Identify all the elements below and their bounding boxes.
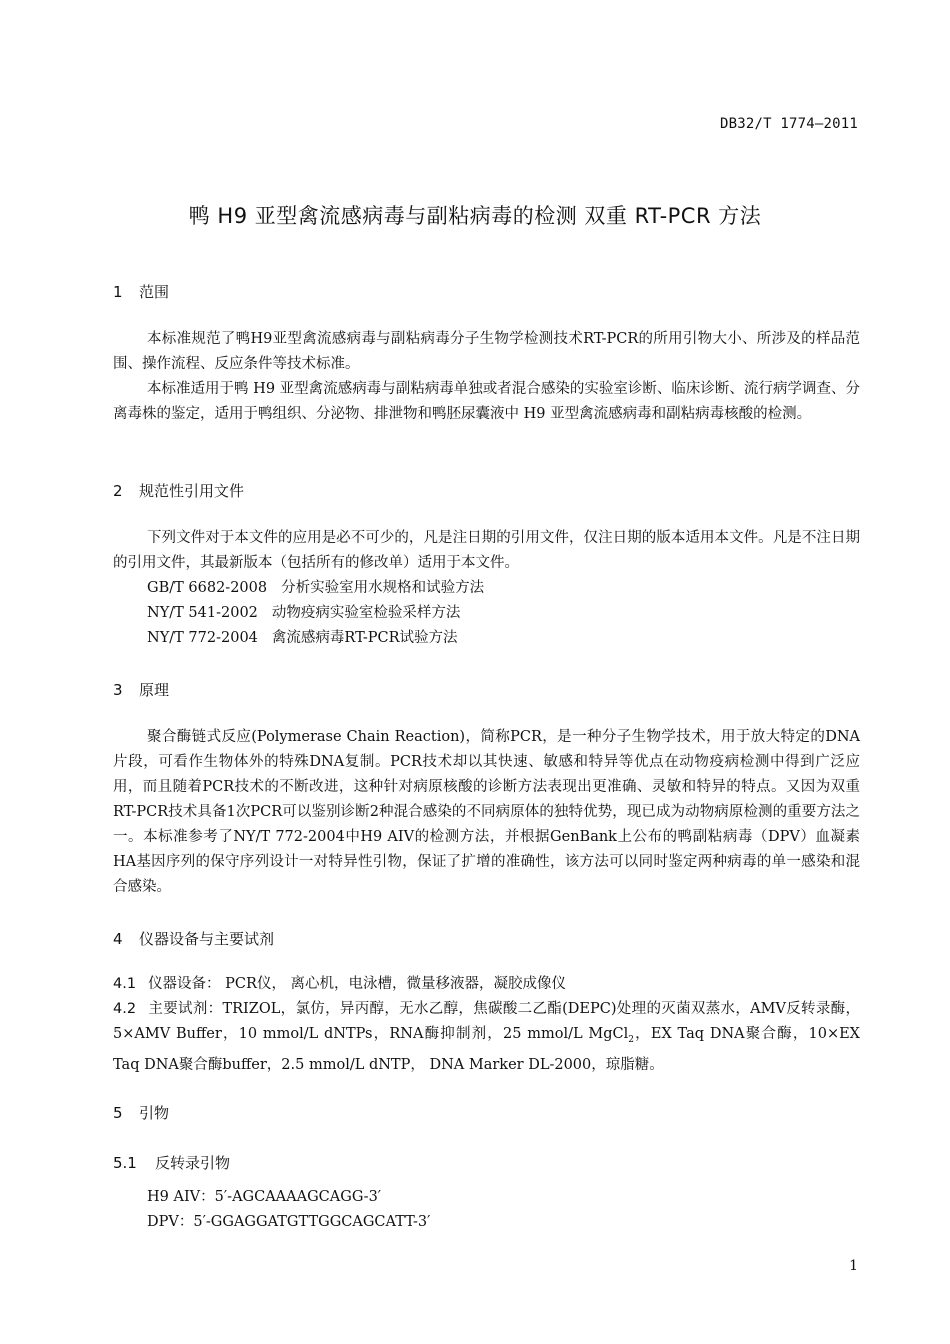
reference-item (147, 576, 484, 601)
subscript: 2 (628, 1034, 634, 1045)
document-number: DB32/T 1774—2011 (719, 116, 858, 132)
subsection-text-cont: ，EX Taq DNA聚合酶，10×EX Taq DNA聚合酶buffer，2.5 mmol/L dNTP， DNA Marker DL-2000，琼脂糖。 (113, 1026, 861, 1073)
subsection-number: 4.2 (113, 1001, 137, 1017)
section-title: 范围 (139, 283, 170, 301)
page-number: 1 (849, 1258, 858, 1274)
section-3-paragraph: 聚合酶链式反应(Polymerase Chain Reaction)，简称PCR，是一种分子生物学技术，用于放大特定的DNA片段，可看作生物体外的特殊DNA复制。PCR技术却以其快速、敏感和特异等优点在动物疫病检测中得到广泛应用，而且随着PCR技术的不断改进，这种针对病原核酸的诊断方法表现出更准确、灵敏和特异的特点。又因为双重RT-PCR技术具备1次PCR可以鉴别诊断2种混合感染的不同病原体的独特优势，现已成为动物病原检测的重要方法之一。本标准参考了NY/T 772-2004中H9 AIV的检测方法，并根据GenBank上公布的鸭副粘病毒（DPV）血凝素HA基因序列的保守序列设计一对特异性引物，保证了扩增的准确性，该方法可以同时鉴定两种病毒的单一感染和混合感染。 (113, 729, 860, 895)
reference-code: NY/T 541-2002 (147, 605, 258, 621)
section-title: 原理 (139, 681, 170, 699)
subsection-title: 反转录引物 (155, 1154, 231, 1172)
section-1-heading (113, 281, 169, 302)
reference-name: 动物疫病实验室检验采样方法 (271, 605, 461, 621)
section-3-heading (113, 679, 169, 700)
section-number: 2 (113, 482, 123, 500)
reference-item (147, 601, 460, 626)
section-2-paragraph: 下列文件对于本文件的应用是必不可少的，凡是注日期的引用文件，仅注日期的版本适用本文件。凡是不注日期的引用文件，其最新版本（包括所有的修改单）适用于本文件。 (113, 530, 860, 571)
subsection-4-1 (113, 972, 860, 997)
section-title: 仪器设备与主要试剂 (139, 930, 275, 948)
section-title: 引物 (139, 1104, 170, 1122)
subsection-4-2 (113, 997, 860, 1078)
section-1-paragraph-1: 本标准规范了鸭H9亚型禽流感病毒与副粘病毒分子生物学检测技术RT-PCR的所用引物大小、所涉及的样品范围、操作流程、反应条件等技术标准。 (113, 331, 860, 372)
reference-name: 分析实验室用水规格和试验方法 (281, 580, 485, 596)
subsection-text: 仪器设备： PCR仪， 离心机，电泳槽，微量移液器，凝胶成像仪 (148, 976, 567, 992)
section-number: 3 (113, 681, 123, 699)
subsection-number: 4.1 (113, 976, 137, 992)
reference-item (147, 626, 458, 651)
section-number: 5 (113, 1104, 123, 1122)
subsection-5-1-heading (113, 1152, 230, 1173)
section-number: 1 (113, 283, 123, 301)
section-2-heading (113, 480, 244, 501)
section-5-heading (113, 1102, 169, 1123)
reference-code: NY/T 772-2004 (147, 630, 258, 646)
reference-name: 禽流感病毒RT-PCR试验方法 (271, 630, 458, 646)
section-number: 4 (113, 930, 123, 948)
section-title: 规范性引用文件 (139, 482, 245, 500)
reference-code: GB/T 6682-2008 (147, 580, 268, 596)
section-4-heading (113, 928, 274, 949)
primer-h9-aiv: H9 AIV：5′-AGCAAAAGCAGG-3′ (147, 1189, 382, 1205)
section-1-paragraph-2: 本标准适用于鸭 H9 亚型禽流感病毒与副粘病毒单独或者混合感染的实验室诊断、临床诊断、流行病学调查、分离毒株的鉴定，适用于鸭组织、分泌物、排泄物和鸭胚尿囊液中 H9 亚型禽流感病毒和副粘病毒核酸的检测。 (113, 381, 860, 422)
document-title: 鸭 H9 亚型禽流感病毒与副粘病毒的检测 双重 RT-PCR 方法 (188, 204, 762, 228)
subsection-text: 主要试剂：TRIZOL，氯仿，异丙醇，无水乙醇，焦碳酸二乙酯(DEPC)处理的灭菌双蒸水，AMV反转录酶，5×AMV Buffer，10 mmol/L dNTPs，RNA酶抑制剂，25 mmol/L MgCl (113, 1001, 860, 1042)
primer-dpv: DPV：5′-GGAGGATGTTGGCAGCATT-3′ (147, 1214, 431, 1230)
subsection-number: 5.1 (113, 1154, 137, 1172)
